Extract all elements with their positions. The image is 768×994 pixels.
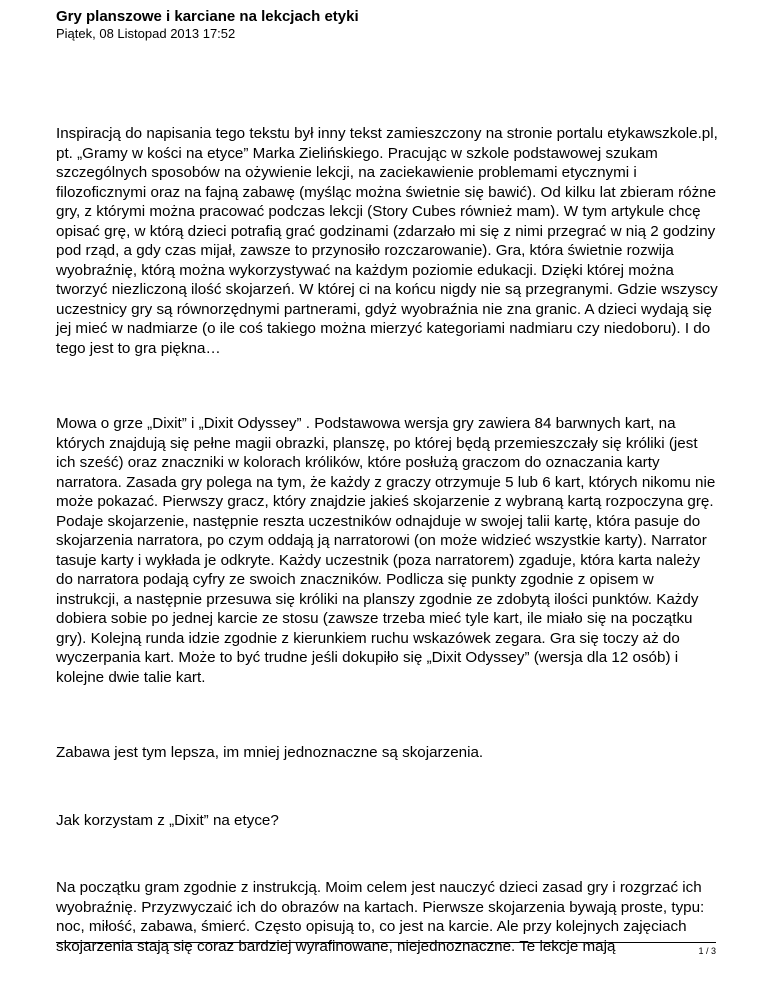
paragraph-game-description: Mowa o grze „Dixit” i „Dixit Odyssey” . Podstawowa wersja gry zawiera 84 barwnych kart, na których znajdują się pełne magii obrazki, planszę, po której będą przemieszczały się króliki (jest ich sześć) oraz znaczniki w kolorach królików, które posłużą graczom do oznaczania karty narratora. Zasada gry polega na tym, że każdy z graczy otrzymuje 5 lub 6 kart, których nikomu nie może pokazać. Pierwszy gracz, który znajdzie jakieś skojarzenie z wybraną kartą rozpoczyna grę. Podaje skojarzenie, następnie reszta uczestników odnajduje w swojej talii kartę, która pasuje do skojarzenia narratora, po czym oddają ją narratorowi (on może widzieć wszystkie karty). Narrator tasuje karty i wykłada je odkryte. Każdy uczestnik (poza narratorem) zgaduje, która karta należy do narratora podają cyfry ze swoich znaczników. Podlicza się punkty zgodnie z opisem w instrukcji, a następnie przesuwa się króliki na planszy zgodnie ze zdobytą ilości punktów. Każdy dobiera sobie po jednej karcie ze stosu (zawsze trzeba mieć tyle kart, ile miało się na początku gry). Kolejną runda idzie zgodnie z kierunkiem ruchu wskazówek zegara. Gra się toczy aż do wyczerpania kart. Może to być trudne jeśli dokupiło się „Dixit Odyssey” (wersja dla 12 osób) i kolejne dwie talie kart. bbox=[56, 415, 716, 686]
article-title: Gry planszowe i karciane na lekcjach etyki bbox=[56, 8, 359, 25]
footer-divider bbox=[56, 942, 716, 943]
page-number: 1 / 3 bbox=[698, 946, 716, 956]
article-body bbox=[56, 124, 718, 956]
paragraph-intro: Inspiracją do napisania tego tekstu był inny tekst zamieszczony na stronie portalu etykawszkole.pl, pt. „Gramy w kości na etyce” Marka Zielińskiego. Pracując w szkole podstawowej szukam szczególnych sposobów na ożywienie lekcji, na zaciekawienie problemami etycznymi i filozoficznymi oraz na fajną zabawę (myśląc można świetnie się bawić). Od kilku lat zbieram różne gry, z którymi można pracować podczas lekcji (Story Cubes również mam). W tym artykule chcę opisać grę, w którą dzieci potrafią grać godzinami (zdarzało mi się z nimi przegrać w nią 2 godziny pod rząd, a gdy czas mijał, zawsze to przynosiło rozczarowanie). Gra, która świetnie rozwija wyobraźnię, którą można wykorzystywać na każdym poziomie edukacji. Dzięki której można tworzyć niezliczoną ilość skojarzeń. W której ci na końcu nigdy nie są przegranymi. Gdzie wszyscy uczestnicy gry są równorzędnymi partnerami, gdyż wyobraźnia nie zna granic. A dzieci wydają się jej mieć w nadmiarze (o ile coś takiego można mierzyć kategoriami nadmiaru czy niedoboru). I do tego jest to gra piękna… bbox=[56, 125, 718, 357]
article-date: Piątek, 08 Listopad 2013 17:52 bbox=[56, 26, 236, 41]
paragraph-question: Jak korzystam z „Dixit” na etyce? bbox=[56, 811, 279, 829]
page-header bbox=[56, 8, 716, 42]
paragraph-associations: Zabawa jest tym lepsza, im mniej jednoznaczne są skojarzenia. bbox=[56, 744, 484, 761]
paragraph-usage: Na początku gram zgodnie z instrukcją. Moim celem jest nauczyć dzieci zasad gry i rozgrzać ich wyobraźnię. Przyzwyczaić ich do obrazów na kartach. Pierwsze skojarzenia bywają proste, typu: noc, miłość, zabawa, śmierć. Często opisują to, co jest na karcie. Ale przy kolejnych zajęciach skojarzenia stają się coraz bardziej wyrafinowane, niejednoznaczne. Te lekcje mają bbox=[56, 879, 705, 955]
